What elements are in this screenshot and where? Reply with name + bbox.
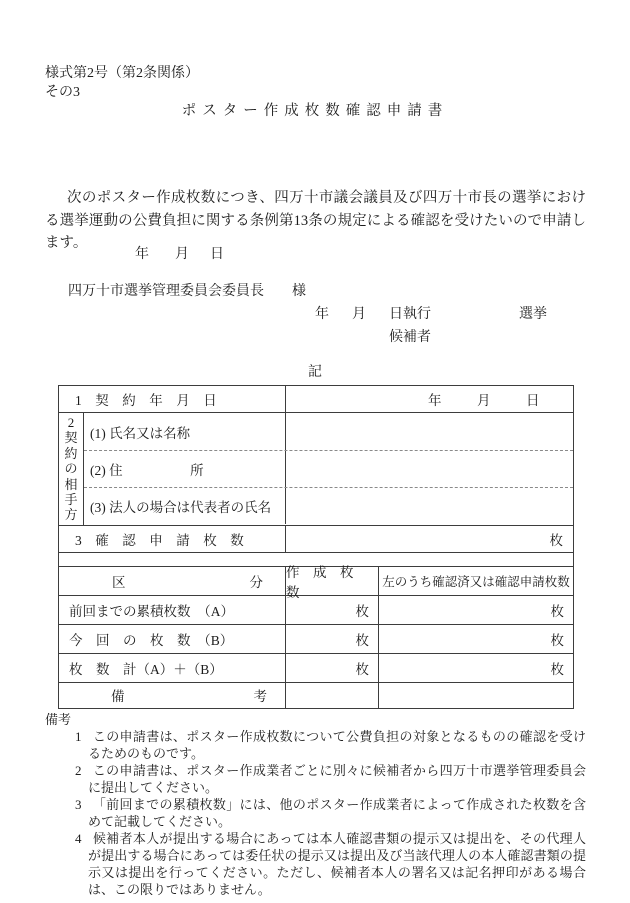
- remarks-label-cell: [59, 683, 286, 708]
- current-count-label: 今 回 の 枚 数 （B）: [59, 625, 286, 653]
- vertical-char: 相: [64, 476, 78, 492]
- election-date-day-label: 日執行: [389, 307, 431, 322]
- total-made-unit: 枚: [286, 654, 379, 682]
- partner-address-label: (2) 住 所: [84, 451, 286, 487]
- partner-representative-row: [84, 487, 573, 524]
- remarks-row: [59, 683, 573, 708]
- footnote-number: 3: [75, 797, 82, 812]
- remarks-confirmed-cell: [379, 683, 573, 708]
- election-date-month-label: 月: [352, 307, 366, 322]
- application-date-day-label: 日: [210, 247, 224, 262]
- footnote-item-1: [45, 728, 586, 762]
- footnotes: [45, 711, 586, 898]
- contract-day-label: 日: [526, 393, 540, 408]
- contract-year-label: 年: [428, 393, 442, 408]
- footnote-item-2: [45, 762, 586, 796]
- candidate-label: 候補者: [389, 330, 431, 345]
- footnote-number: 4: [75, 831, 82, 846]
- remarks-made-cell: [286, 683, 379, 708]
- category-header-left: 区: [112, 574, 126, 590]
- requested-count-row: [59, 526, 573, 553]
- requested-count-label: 3 確 認 申 請 枚 数: [59, 526, 286, 552]
- footnote-item-4: [45, 830, 586, 898]
- form-number: 様式第2号（第2条関係）: [45, 66, 199, 81]
- contract-date-label: 1 契 約 年 月 日: [59, 386, 286, 412]
- category-header-right: 分: [249, 574, 263, 590]
- footnote-number: 1: [75, 729, 82, 744]
- vertical-char: の: [64, 461, 78, 477]
- vertical-char: 2: [67, 415, 75, 430]
- election-date-year-label: 年: [315, 307, 329, 322]
- confirmed-count-header-cell: 左のうち確認済又は確認申請枚数: [382, 574, 570, 589]
- footnote-text: この申請書は、ポスター作成業者ごとに別々に候補者から四万十市選挙管理委員会に提出してください。: [88, 763, 586, 795]
- election-label: 選挙: [519, 307, 547, 322]
- cumulative-count-label: 前回までの累積枚数 （A）: [59, 596, 286, 624]
- footnote-text: 候補者本人が提出する場合にあっては本人確認書類の提示又は提出を、その代理人が提出する場合にあっては委任状の提示又は提出及び当該代理人の本人確認書類の提示又は提出を行ってください。ただし、候補者本人の署名又は記名押印がある場合は、この限りではありません。: [88, 831, 586, 897]
- application-date-year-label: 年: [135, 247, 149, 262]
- requested-count-value-cell: 枚: [549, 532, 563, 548]
- partner-representative-label: (3) 法人の場合は代表者の氏名: [84, 488, 286, 524]
- ki-marker: 記: [308, 365, 322, 380]
- intro-paragraph: 次のポスター作成枚数につき、四万十市議会議員及び四万十市長の選挙における選挙運動の公費負担に関する条例第13条の規定による確認を受けたいので申請します。: [45, 190, 586, 251]
- form-sub-number: その3: [45, 85, 80, 100]
- partner-name-value-cell: [286, 413, 573, 450]
- current-count-row: [59, 625, 573, 654]
- remarks-label-left: 備: [111, 689, 125, 705]
- total-count-label: 枚 数 計（A）＋（B）: [59, 654, 286, 682]
- addressee-line: 四万十市選挙管理委員会委員長 様: [68, 284, 306, 299]
- partner-name-label: (1) 氏名又は名称: [84, 413, 286, 450]
- application-table: [58, 385, 574, 709]
- footnote-text: この申請書は、ポスター作成枚数について公費負担の対象となるものの確認を受けるためのものです。: [88, 729, 586, 761]
- contract-month-label: 月: [477, 393, 491, 408]
- contract-date-row: [59, 386, 573, 413]
- partner-representative-value-cell: [286, 488, 573, 524]
- current-confirmed-unit: 枚: [550, 632, 564, 648]
- cumulative-confirmed-unit: 枚: [550, 603, 564, 619]
- current-made-unit: 枚: [286, 625, 379, 653]
- page-title: ポスター作成枚数確認申請書: [181, 103, 449, 119]
- cumulative-made-unit: 枚: [286, 596, 379, 624]
- application-date-month-label: 月: [175, 247, 189, 262]
- footnotes-title: 備考: [45, 712, 72, 727]
- contract-partner-vertical-label: [59, 413, 84, 525]
- vertical-char: 手: [64, 492, 78, 508]
- total-count-row: [59, 654, 573, 683]
- count-table-header-row: [59, 564, 573, 600]
- total-confirmed-unit: 枚: [550, 661, 564, 677]
- vertical-char: 約: [64, 445, 78, 461]
- footnote-item-3: [45, 796, 586, 830]
- remarks-label-right: 考: [253, 689, 267, 705]
- partner-address-value-cell: [286, 451, 573, 487]
- vertical-char: 方: [64, 507, 78, 523]
- footnote-text: 「前回までの累積枚数」には、他のポスター作成業者によって作成された枚数を含めて記載してください。: [88, 797, 586, 829]
- contract-partner-block: [59, 413, 573, 526]
- contract-date-value-cell: [286, 386, 573, 412]
- partner-name-row: [84, 413, 573, 450]
- category-header-cell: [59, 567, 286, 595]
- partner-address-row: [84, 450, 573, 487]
- made-count-header-cell: 作 成 枚 数: [286, 567, 379, 595]
- cumulative-count-row: [59, 596, 573, 625]
- vertical-char: 契: [64, 430, 78, 446]
- footnote-number: 2: [75, 763, 82, 778]
